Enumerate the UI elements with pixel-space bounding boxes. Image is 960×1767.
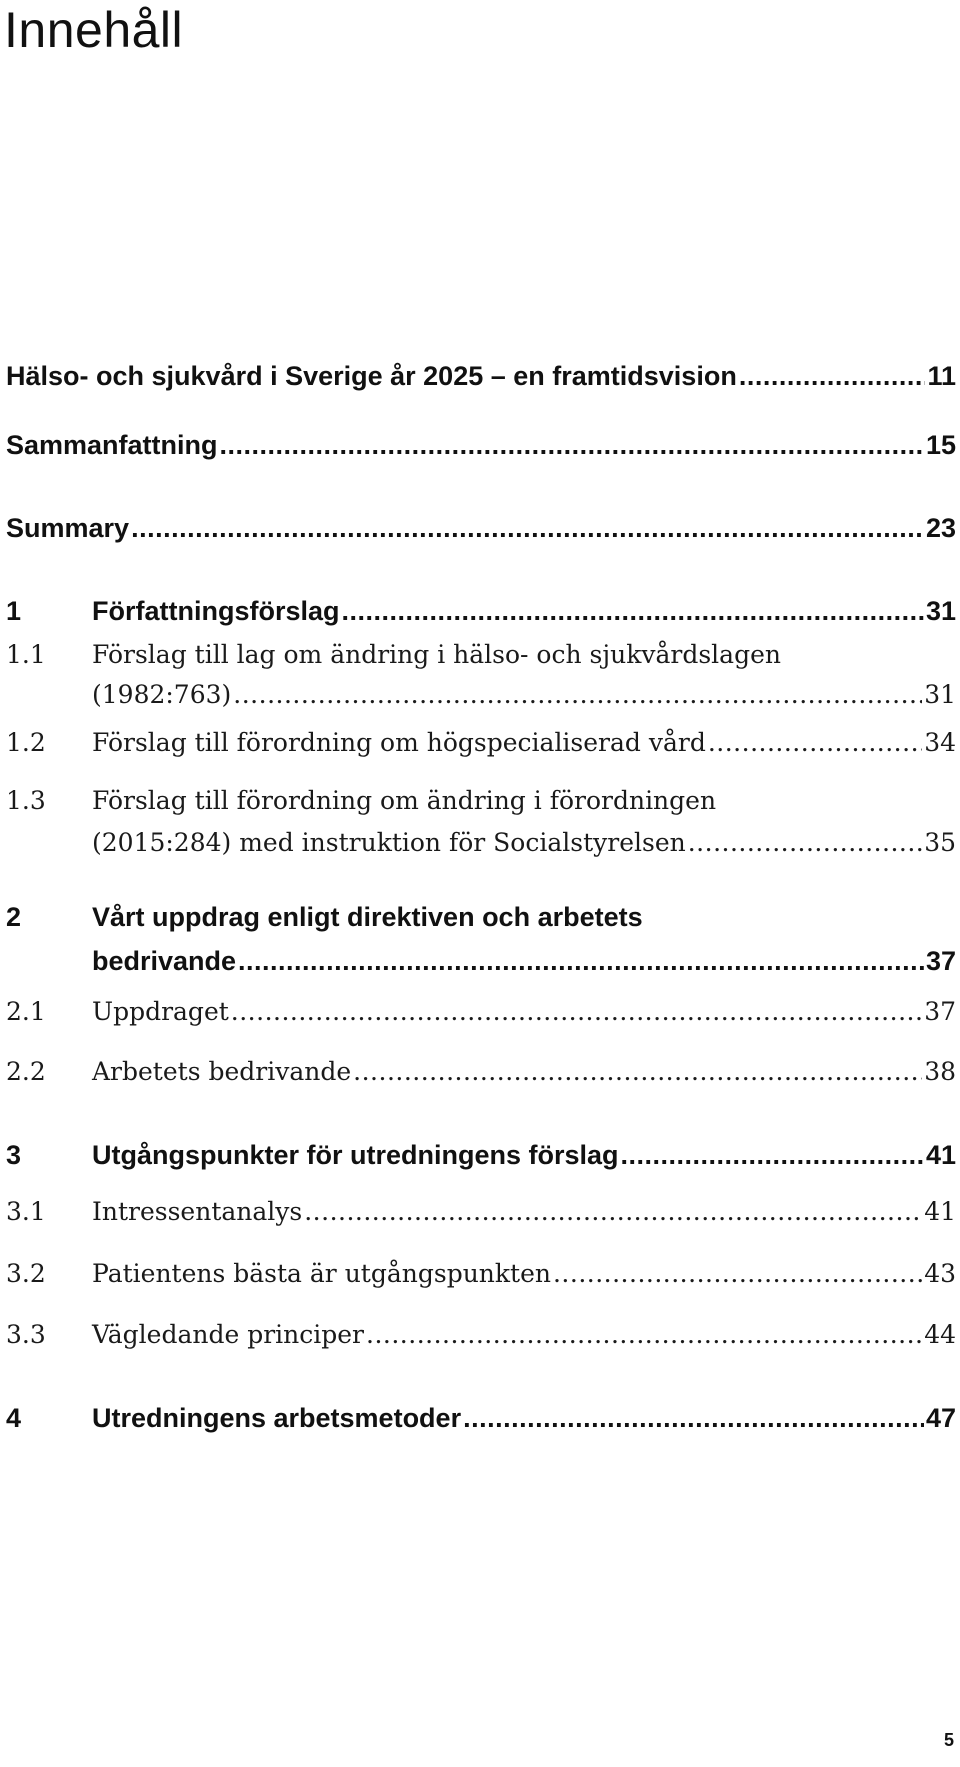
- toc-section-1-2[interactable]: [6, 723, 956, 763]
- dot-leader: [366, 1315, 922, 1355]
- toc-entry-sammanfattning[interactable]: [6, 425, 956, 465]
- toc-entry-title: Sammanfattning: [6, 430, 218, 460]
- toc-chapter-number: 4: [6, 1403, 22, 1433]
- toc-page-number: 37: [925, 946, 956, 976]
- toc-section-number: 2.1: [6, 997, 46, 1026]
- toc-entry-title: Författningsförslag: [92, 596, 340, 626]
- dot-leader: [304, 1192, 922, 1232]
- toc-chapter-number: 1: [6, 596, 22, 626]
- toc-page-number: 38: [924, 1057, 956, 1086]
- toc-entry-title: Uppdraget: [92, 997, 229, 1026]
- toc-page-number: 34: [924, 728, 956, 757]
- toc-page-number: 47: [925, 1403, 956, 1433]
- toc-entry-summary[interactable]: [6, 508, 956, 548]
- toc-page-number: 31: [924, 680, 956, 709]
- dot-leader: [688, 823, 922, 863]
- toc-entry-title: Vårt uppdrag enligt direktiven och arbetets: [92, 902, 643, 932]
- toc-section-1-3[interactable]: [6, 781, 956, 861]
- dot-leader: [238, 941, 924, 981]
- toc-page-number: 15: [925, 430, 956, 460]
- toc-chapter-3[interactable]: [6, 1135, 956, 1175]
- toc-page-number: 23: [925, 513, 956, 543]
- toc-section-number: 3.1: [6, 1197, 46, 1226]
- toc-entry-title: Förslag till lag om ändring i hälso- och sjukvårdslagen: [92, 640, 781, 669]
- toc-section-3-2[interactable]: [6, 1254, 956, 1294]
- toc-entry-title: Hälso- och sjukvård i Sverige år 2025 – en framtidsvision: [6, 361, 737, 391]
- toc-entry-title-continued: (1982:763): [92, 680, 232, 709]
- dot-leader: [342, 591, 924, 631]
- toc-entry-title: Patientens bästa är utgångspunkten: [92, 1259, 551, 1288]
- toc-entry-title-continued: bedrivande: [92, 946, 237, 976]
- page-title: Innehåll: [4, 2, 184, 58]
- toc-page-number: 11: [927, 361, 956, 391]
- toc-page-number: 41: [925, 1140, 956, 1170]
- toc-page-number: 31: [925, 596, 956, 626]
- toc-chapter-number: 3: [6, 1140, 22, 1170]
- toc-section-number: 2.2: [6, 1057, 46, 1086]
- toc-entry-title-continued: (2015:284) med instruktion för Socialstyrelsen: [92, 828, 686, 857]
- toc-page-number: 41: [924, 1197, 956, 1226]
- toc-chapter-1[interactable]: [6, 591, 956, 631]
- toc-entry-title: Utgångspunkter för utredningens förslag: [92, 1140, 619, 1170]
- toc-page-number: 43: [924, 1259, 956, 1288]
- toc-page-number: 37: [924, 997, 956, 1026]
- toc-entry-framtidsvision[interactable]: [6, 356, 956, 396]
- toc-section-2-2[interactable]: [6, 1052, 956, 1092]
- toc-entry-title: Förslag till förordning om ändring i förordningen: [92, 786, 717, 815]
- toc-chapter-4[interactable]: [6, 1398, 956, 1438]
- toc-page-number: 44: [924, 1320, 956, 1349]
- dot-leader: [131, 508, 924, 548]
- toc-chapter-2[interactable]: [6, 897, 956, 983]
- toc-section-number: 1.2: [6, 728, 46, 757]
- toc-section-number: 1.3: [6, 786, 46, 815]
- dot-leader: [233, 675, 922, 715]
- toc-section-2-1[interactable]: [6, 992, 956, 1032]
- toc-section-3-3[interactable]: [6, 1315, 956, 1355]
- dot-leader: [708, 723, 922, 763]
- dot-leader: [231, 992, 922, 1032]
- toc-section-number: 3.2: [6, 1259, 46, 1288]
- dot-leader: [553, 1254, 922, 1294]
- dot-leader: [621, 1135, 924, 1175]
- toc-chapter-number: 2: [6, 902, 22, 932]
- toc-section-1-1[interactable]: [6, 635, 956, 715]
- toc-section-number: 3.3: [6, 1320, 46, 1349]
- toc-entry-title: Utredningens arbetsmetoder: [92, 1403, 462, 1433]
- toc-entry-title: Summary: [6, 513, 130, 543]
- toc-entry-title: Vägledande principer: [92, 1320, 365, 1349]
- toc-entry-title: Arbetets bedrivande: [92, 1057, 352, 1086]
- dot-leader: [739, 356, 926, 396]
- dot-leader: [463, 1398, 924, 1438]
- dot-leader: [220, 425, 924, 465]
- toc-entry-title: Intressentanalys: [92, 1197, 303, 1226]
- toc-page-number: 35: [924, 828, 956, 857]
- toc-section-3-1[interactable]: [6, 1192, 956, 1232]
- dot-leader: [353, 1052, 922, 1092]
- page-number: 5: [943, 1730, 954, 1750]
- toc-section-number: 1.1: [6, 640, 46, 669]
- toc-entry-title: Förslag till förordning om högspecialiserad vård: [92, 728, 706, 757]
